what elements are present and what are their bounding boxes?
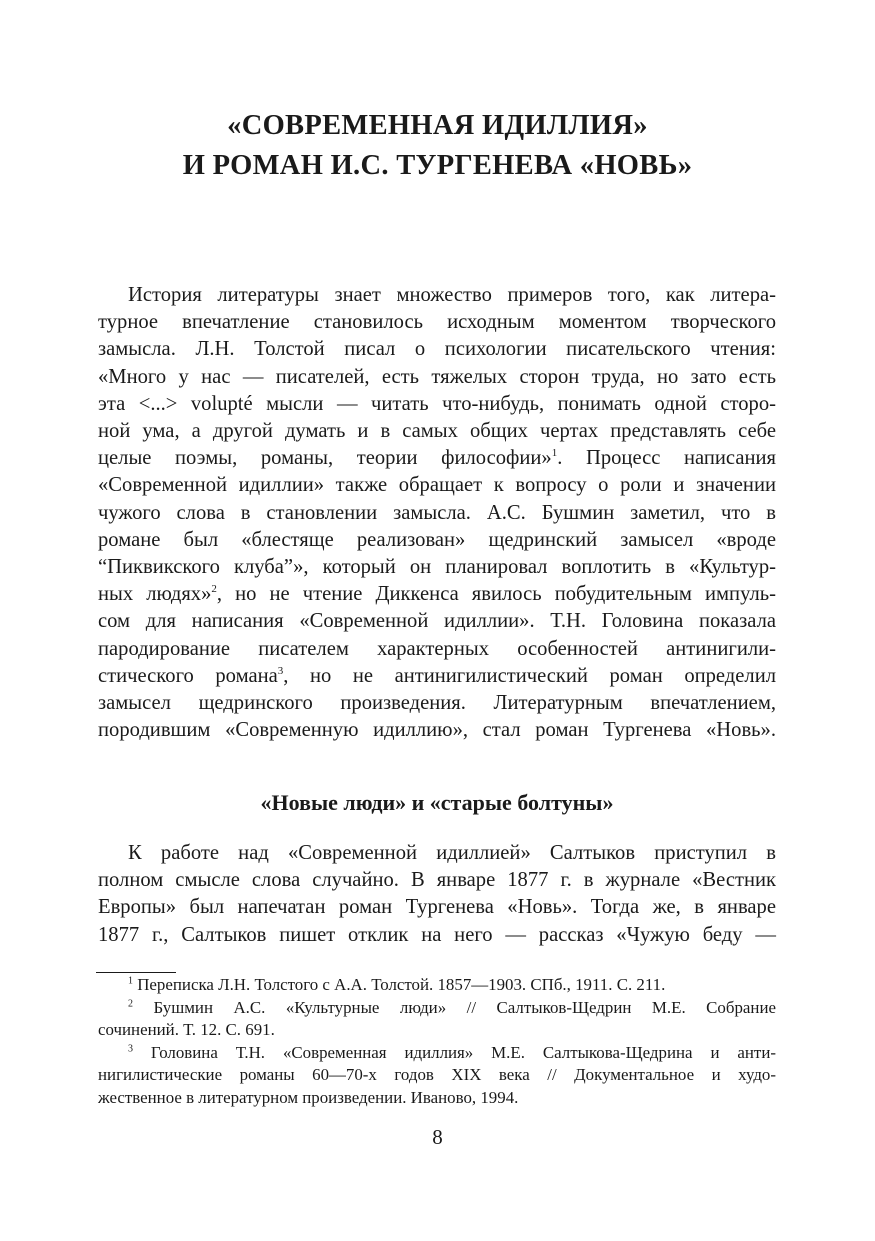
text-line: турное впечатление становилось исходным моментом творческого bbox=[98, 311, 776, 334]
text-line: ной ума, а другой думать и в самых общих чертах представлять себе bbox=[98, 420, 776, 443]
paragraph-intro bbox=[98, 282, 776, 744]
text-line: замысла. Л.Н. Толстой писал о психологии писательского чтения: bbox=[98, 338, 776, 361]
text-line: целые поэмы, романы, теории философии»$^1$. Процесс написания bbox=[98, 447, 776, 470]
chapter-title bbox=[60, 106, 815, 186]
footnote-ref-2[interactable]: 2 bbox=[211, 583, 217, 596]
text-line: эта <...> volupté мысли — читать что-нибудь, понимать одной сторо- bbox=[98, 392, 776, 415]
text-line: Европы» был напечатан роман Тургенева «Новь». Тогда же, в январе bbox=[98, 896, 776, 919]
text-line: породившим «Современную идиллию», стал роман Тургенева «Новь». bbox=[98, 719, 776, 742]
footnote-number: 3 bbox=[128, 1043, 133, 1055]
footnotes bbox=[98, 974, 776, 1110]
text-line: “Пиквикского клуба”», который он планировал воплотить в «Культур- bbox=[98, 556, 776, 579]
footnote-ref-3[interactable]: 3 bbox=[277, 664, 284, 677]
text-line: пародирование писателем характерных особенностей антинигили- bbox=[98, 637, 776, 660]
footnote-text-line: жественное в литературном произведении. Иваново, 1994. bbox=[98, 1087, 519, 1107]
text-line: 1877 г., Салтыков пишет отклик на него — рассказ «Чужую беду — bbox=[98, 923, 776, 946]
text-line: «Современной идиллии» также обращает к вопросу о роли и значении bbox=[98, 474, 776, 497]
footnote-text-line: сочинений. Т. 12. С. 691. bbox=[98, 1020, 275, 1040]
footnote-number: 2 bbox=[128, 997, 133, 1009]
text-line: К работе над «Современной идиллией» Салтыков приступил в bbox=[128, 842, 776, 864]
section-heading: «Новые люди» и «старые болтуны» bbox=[260, 790, 614, 815]
text-line: сом для написания «Современной идиллии». Т.Н. Головина показала bbox=[98, 610, 776, 633]
text-line: романе был «блестяще реализован» щедринский замысел «вроде bbox=[98, 528, 776, 551]
footnote-3 bbox=[98, 1042, 776, 1110]
footnote-1 bbox=[98, 974, 776, 997]
footnote-separator bbox=[96, 972, 176, 973]
chapter-title-line-1: «СОВРЕМЕННАЯ ИДИЛЛИЯ» bbox=[227, 110, 648, 141]
text-line: стического романа$^3$, но не антинигилистический роман определил bbox=[98, 664, 776, 687]
footnote-2 bbox=[98, 997, 776, 1042]
paragraph-section-start bbox=[98, 840, 776, 949]
footnote-text-line: $^1$ Переписка Л.Н. Толстого с А.А. Толстой. 1857—1903. СПб., 1911. С. 211. bbox=[128, 975, 666, 994]
chapter-title-line-2: И РОМАН И.С. ТУРГЕНЕВА «НОВЬ» bbox=[182, 150, 693, 181]
footnote-text-line: $^2$ Бушмин А.С. «Культурные люди» // Салтыков-Щедрин М.Е. Собрание bbox=[128, 997, 776, 1017]
footnote-text-line: нигилистические романы 60—70-х годов XIX века // Документальное и худо- bbox=[98, 1065, 776, 1085]
text-line: замысел щедринского произведения. Литературным впечатлением, bbox=[98, 692, 776, 715]
footnote-ref-1[interactable]: 1 bbox=[551, 447, 558, 460]
text-line: «Много у нас — писателей, есть тяжелых сторон труда, но зато есть bbox=[98, 365, 776, 388]
page-number: 8 bbox=[432, 1125, 443, 1149]
footnote-text-line: $^3$ Головина Т.Н. «Современная идиллия» М.Е. Салтыкова-Щедрина и анти- bbox=[128, 1042, 776, 1062]
footnote-number: 1 bbox=[128, 975, 133, 987]
text-line: ных людях»$^2$, но не чтение Диккенса явилось побудительным импуль- bbox=[98, 583, 776, 606]
text-line: полном смысле слова случайно. В январе 1877 г. в журнале «Вестник bbox=[98, 869, 776, 892]
text-line: История литературы знает множество примеров того, как литера- bbox=[128, 284, 776, 306]
text-line: чужого слова в становлении замысла. А.С. Бушмин заметил, что в bbox=[98, 501, 776, 524]
